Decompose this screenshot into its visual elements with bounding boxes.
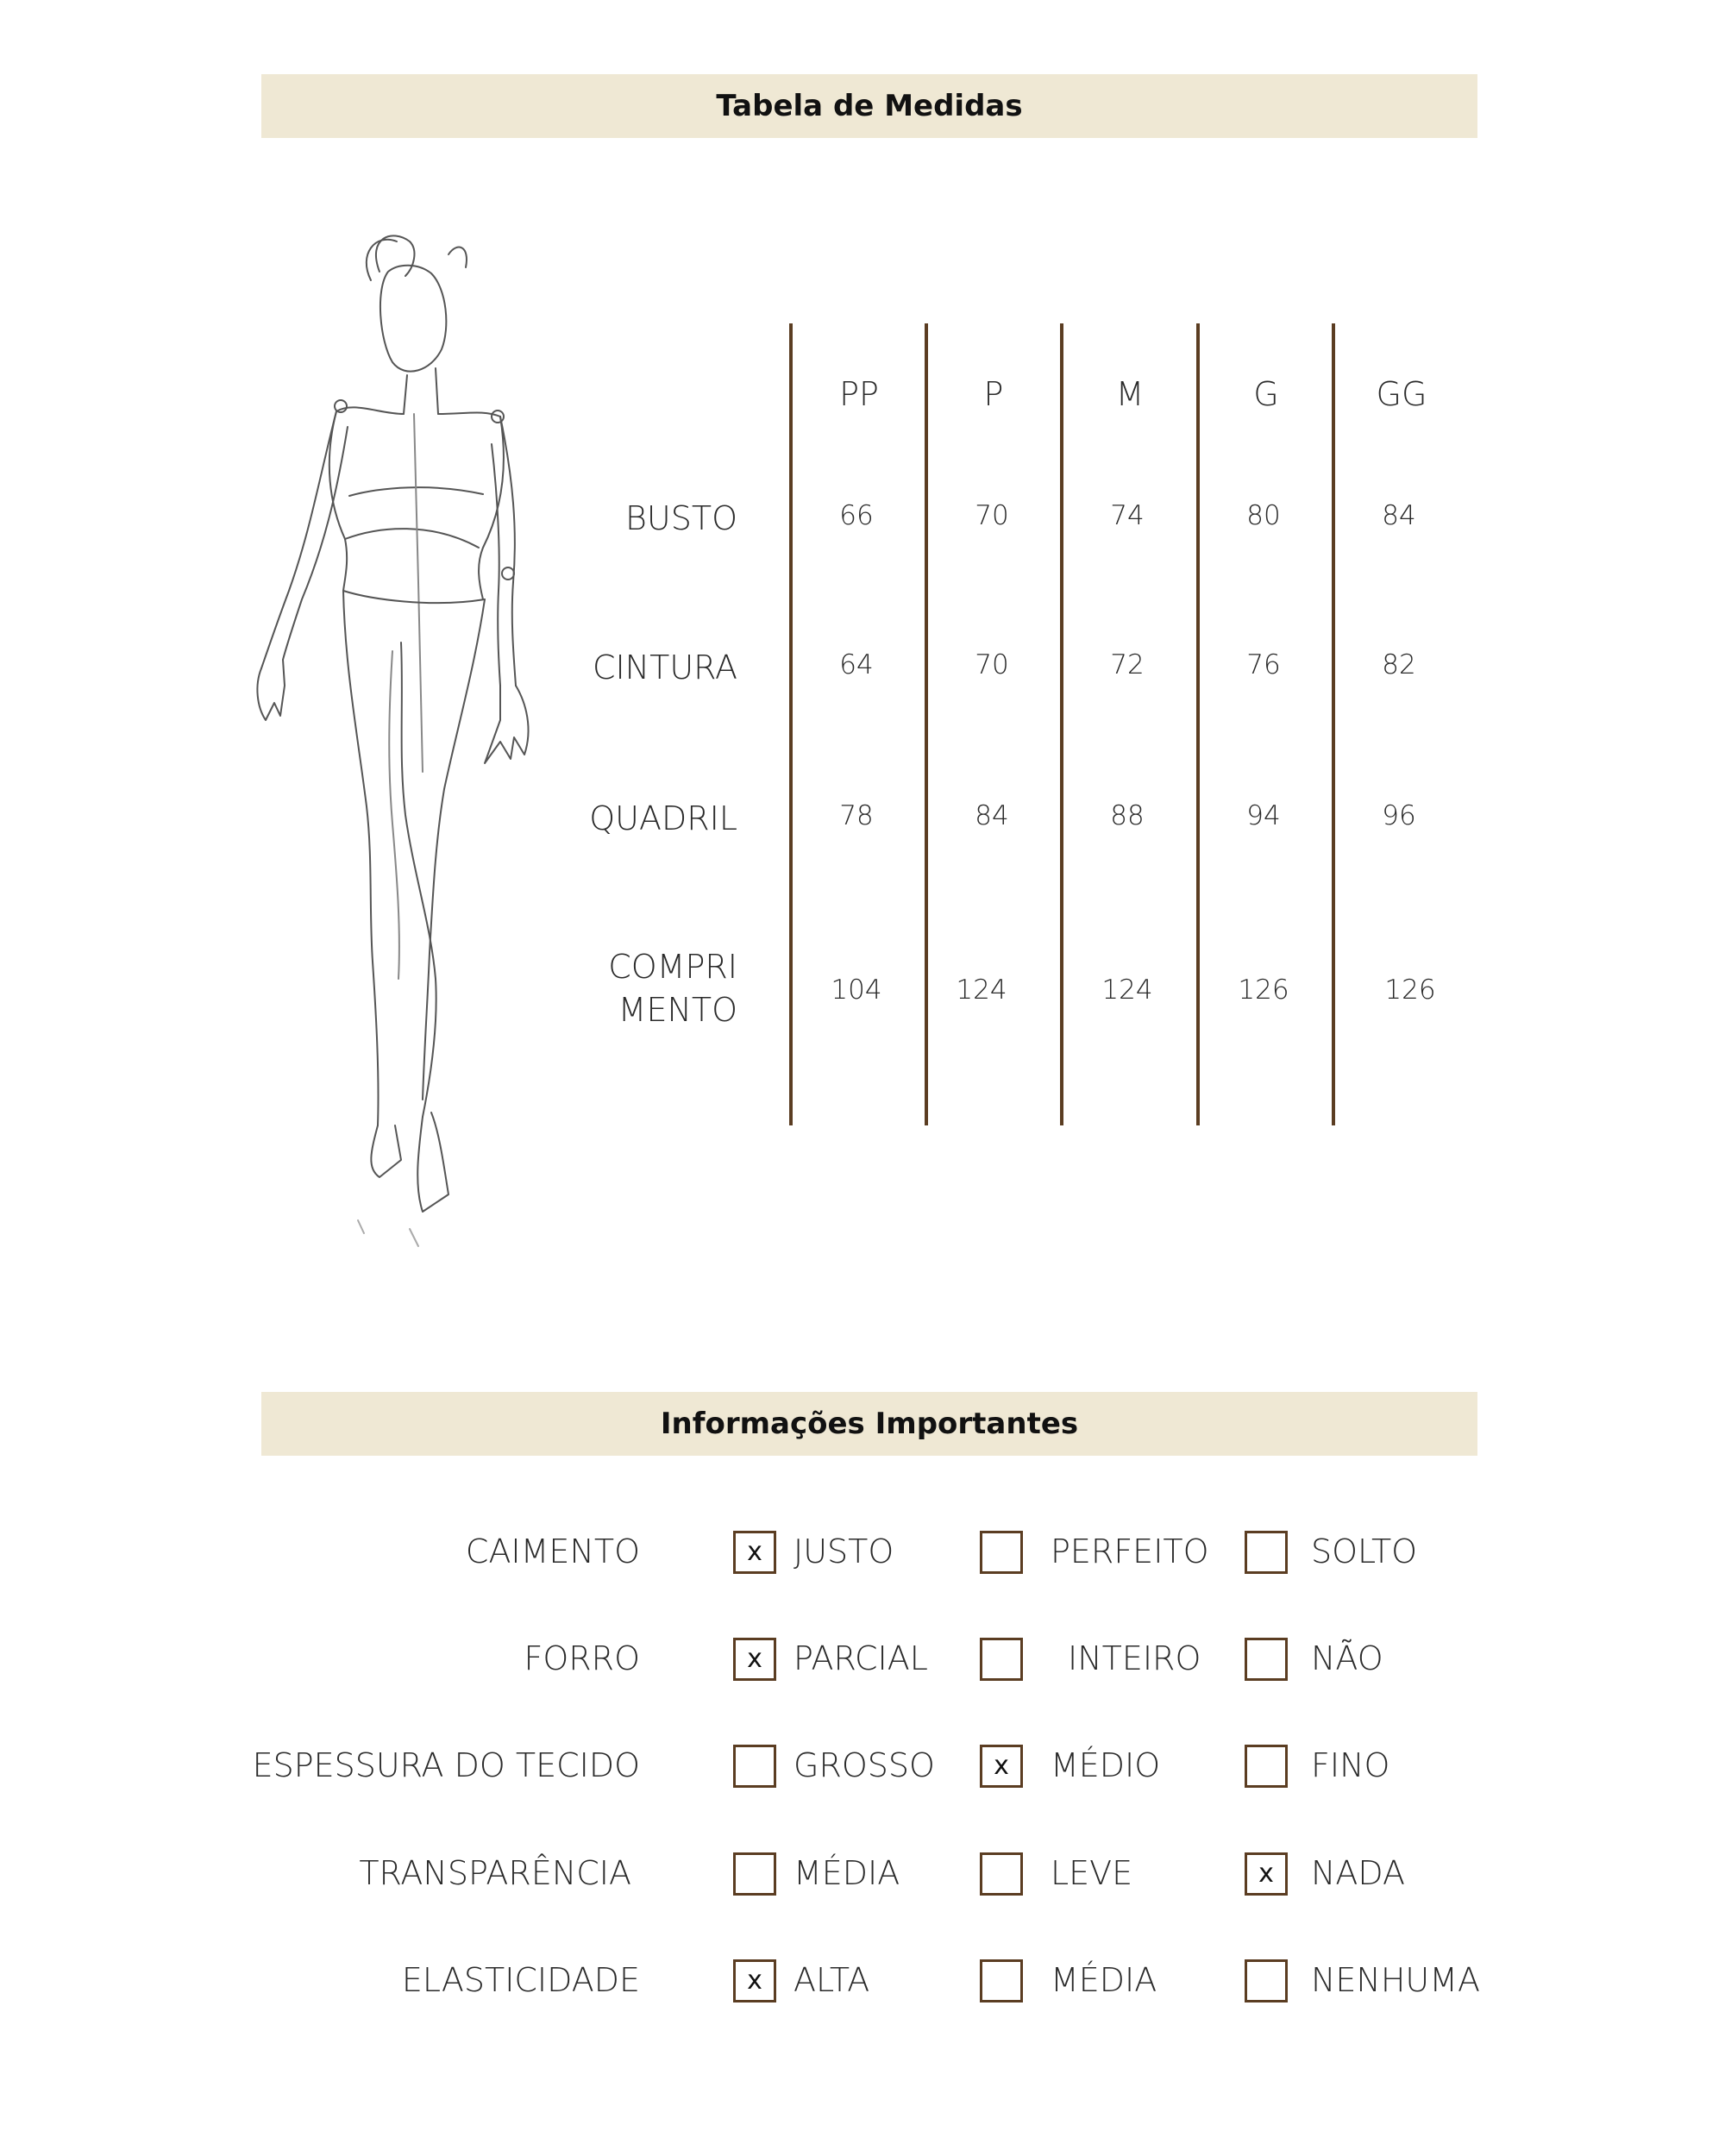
measures-title: Tabela de Medidas [716, 89, 1023, 123]
table-cell: 64 [839, 649, 874, 680]
checkbox-transparencia-media[interactable] [733, 1852, 776, 1896]
info-title-banner [261, 1392, 1477, 1456]
table-cell: 82 [1382, 649, 1416, 680]
table-divider [1060, 323, 1063, 1125]
checkbox-espessura-do-tecido-grosso[interactable] [733, 1745, 776, 1788]
size-header-g: G [1253, 375, 1279, 413]
checkbox-forro-parcial[interactable]: x [733, 1638, 776, 1681]
option-label-medio: MÉDIO [1051, 1746, 1161, 1784]
option-label-solto: SOLTO [1311, 1532, 1418, 1570]
table-cell: 104 [831, 975, 882, 1006]
row-label-busto: BUSTO [625, 499, 737, 537]
row-label-quadril: QUADRIL [589, 799, 737, 837]
table-cell: 88 [1110, 800, 1145, 831]
option-label-grosso: GROSSO [794, 1746, 935, 1784]
table-cell: 94 [1246, 800, 1281, 831]
fashion-figure-sketch-icon [172, 220, 552, 1272]
info-label-elasticidade: ELASTICIDADE [401, 1961, 640, 1999]
table-cell: 80 [1246, 500, 1281, 531]
table-cell: 66 [839, 500, 874, 531]
table-cell: 124 [956, 975, 1007, 1006]
checkbox-forro-nao[interactable] [1245, 1638, 1288, 1681]
table-divider [1332, 323, 1335, 1125]
checkbox-espessura-do-tecido-medio[interactable]: x [980, 1745, 1023, 1788]
table-cell: 70 [975, 649, 1009, 680]
checkbox-caimento-perfeito[interactable] [980, 1531, 1023, 1574]
info-title: Informações Importantes [660, 1407, 1079, 1441]
table-cell: 76 [1246, 649, 1281, 680]
table-cell: 126 [1384, 975, 1436, 1006]
checkbox-forro-inteiro[interactable] [980, 1638, 1023, 1681]
checkbox-transparencia-leve[interactable] [980, 1852, 1023, 1896]
option-label-media: MÉDIA [794, 1854, 900, 1892]
checkbox-caimento-solto[interactable] [1245, 1531, 1288, 1574]
checkbox-elasticidade-nenhuma[interactable] [1245, 1959, 1288, 2002]
table-cell: 124 [1101, 975, 1153, 1006]
option-label-leve: LEVE [1051, 1854, 1133, 1892]
table-cell: 126 [1238, 975, 1289, 1006]
table-cell: 74 [1110, 500, 1145, 531]
info-label-caimento: CAIMENTO [465, 1532, 640, 1570]
row-label-cintura: CINTURA [592, 649, 737, 686]
size-header-p: P [983, 375, 1004, 413]
info-label-forro: FORRO [524, 1639, 640, 1677]
table-divider [925, 323, 928, 1125]
size-header-m: M [1115, 375, 1145, 413]
option-label-nada: NADA [1311, 1854, 1406, 1892]
option-label-nenhuma: NENHUMA [1311, 1961, 1481, 1999]
table-divider [1196, 323, 1200, 1125]
table-cell: 72 [1110, 649, 1145, 680]
checkbox-elasticidade-alta[interactable]: x [733, 1959, 776, 2002]
table-cell: 84 [1382, 500, 1416, 531]
checkbox-espessura-do-tecido-fino[interactable] [1245, 1745, 1288, 1788]
size-header-gg: GG [1376, 375, 1427, 413]
measures-title-banner [261, 74, 1477, 138]
option-label-justo: JUSTO [794, 1532, 894, 1570]
option-label-parcial: PARCIAL [794, 1639, 928, 1677]
table-cell: 96 [1382, 800, 1416, 831]
table-divider [789, 323, 793, 1125]
row-label-comprimento: COMPRI MENTO [608, 948, 737, 1029]
table-cell: 70 [975, 500, 1009, 531]
size-header-pp: PP [839, 375, 879, 413]
option-label-inteiro: INTEIRO [1068, 1639, 1201, 1677]
checkbox-caimento-justo[interactable]: x [733, 1531, 776, 1574]
info-label-transparencia: TRANSPARÊNCIA [359, 1854, 631, 1892]
table-cell: 84 [975, 800, 1009, 831]
table-cell: 78 [839, 800, 874, 831]
checkbox-transparencia-nada[interactable]: x [1245, 1852, 1288, 1896]
option-label-alta: ALTA [794, 1961, 870, 1999]
info-label-espessura-do-tecido: ESPESSURA DO TECIDO [252, 1746, 640, 1784]
option-label-perfeito: PERFEITO [1051, 1532, 1209, 1570]
option-label-fino: FINO [1311, 1746, 1390, 1784]
option-label-media: MÉDIA [1051, 1961, 1157, 1999]
option-label-nao: NÃO [1311, 1639, 1383, 1677]
checkbox-elasticidade-media[interactable] [980, 1959, 1023, 2002]
